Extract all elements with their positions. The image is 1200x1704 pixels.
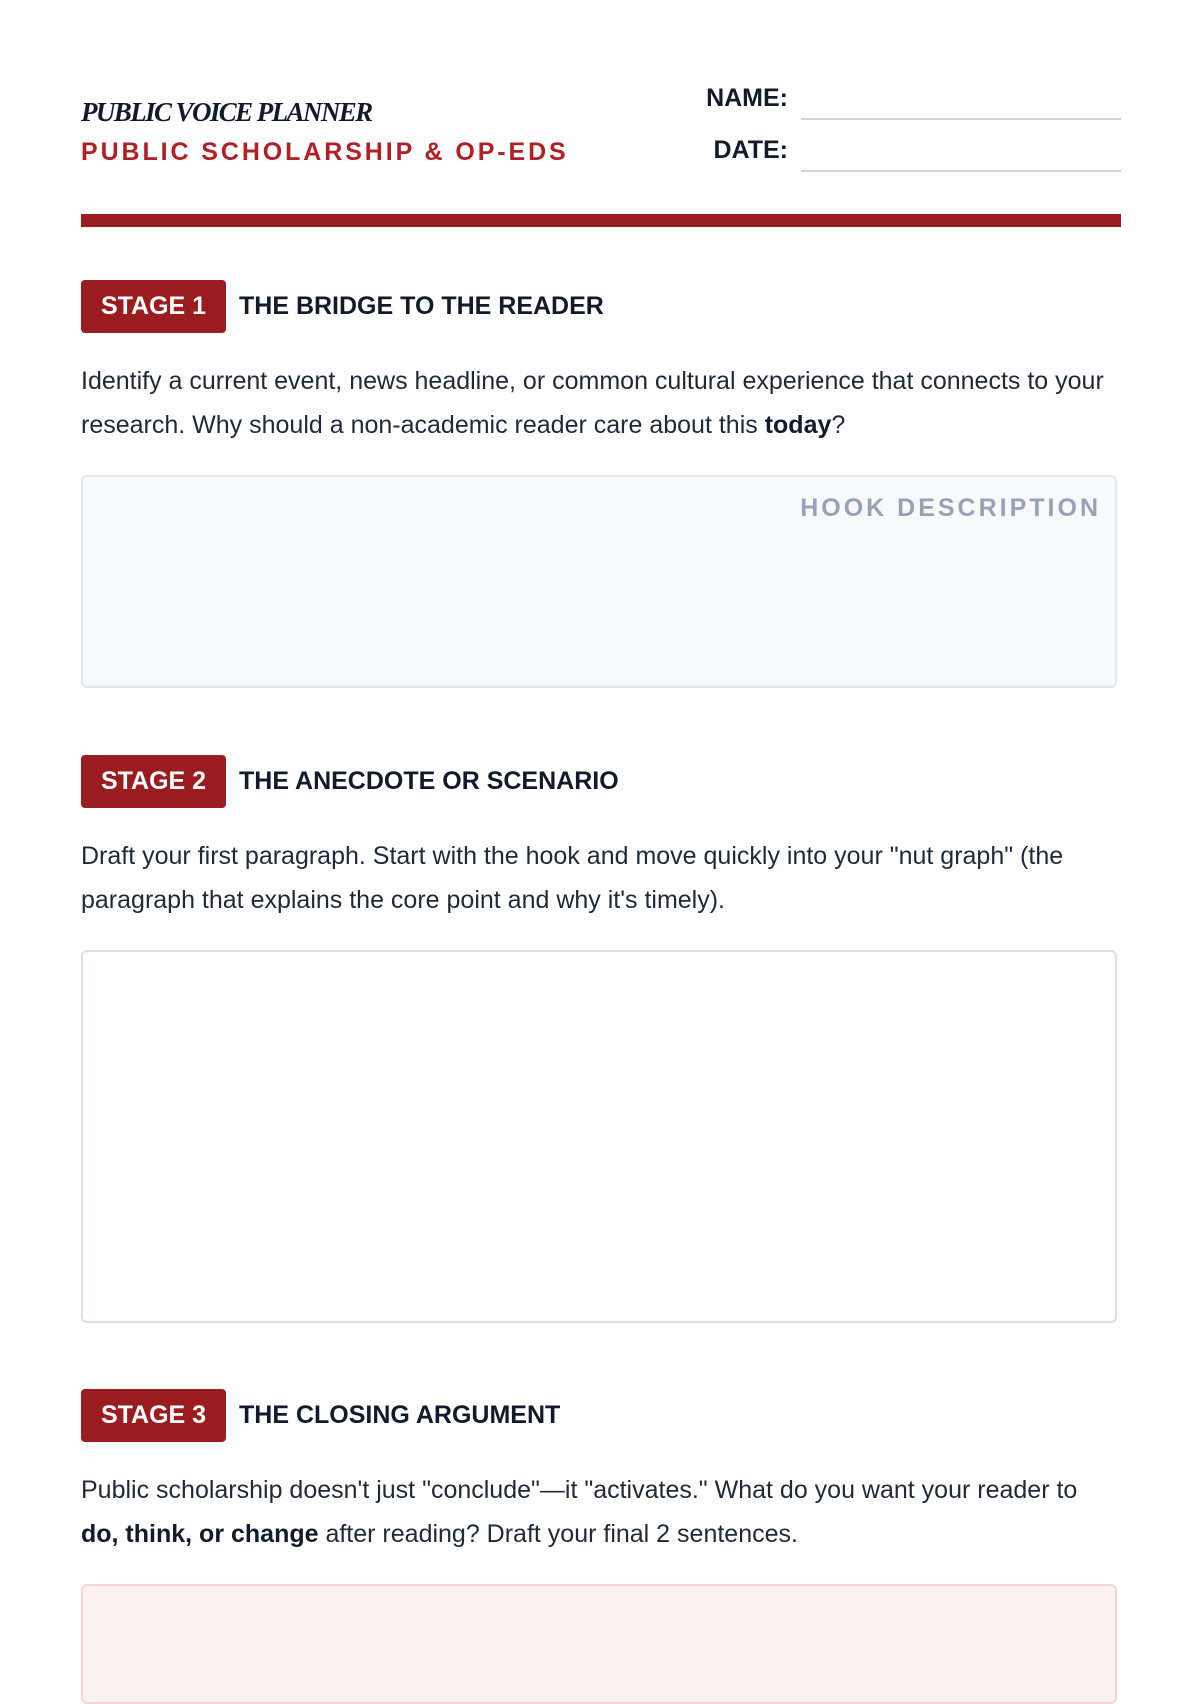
stage-3-badge: STAGE 3 [81,1389,226,1442]
stage-3-prompt-text: Public scholarship doesn't just "conclude"—it "activates." What do you want your reader to [81,1476,1078,1504]
stage-3-prompt-end: after reading? Draft your final 2 sentences. [318,1520,798,1548]
stage-1-title: THE BRIDGE TO THE READER [239,292,604,320]
name-label: NAME: [706,84,788,112]
hook-description-label: HOOK DESCRIPTION [800,494,1101,522]
stage-2-heading [81,755,1121,809]
stage-1-section [81,280,1121,522]
closing-sentences-box[interactable] [81,1584,1117,1704]
name-field [701,84,1121,120]
date-input-line[interactable] [801,170,1121,172]
stage-1-prompt [81,359,1121,447]
stage-1-prompt-end: ? [831,411,846,439]
stage-2-prompt-text: Draft your first paragraph. Start with the hook and move quickly into your "nut graph" (the paragraph that explains the core point and why it's timely). [81,842,1064,914]
stage-1-heading [81,280,1121,334]
hook-description-box[interactable] [81,475,1117,688]
stage-2-prompt [81,834,1121,922]
planner-subtitle: PUBLIC SCHOLARSHIP & OP-EDS [81,138,569,166]
first-paragraph-box[interactable] [81,950,1117,1323]
worksheet-page [81,0,1121,1548]
stage-1-badge: STAGE 1 [81,280,226,333]
stage-1-prompt-emphasis: today [764,411,832,439]
name-input-line[interactable] [801,118,1121,120]
stage-3-section [81,1389,1121,1548]
planner-title: PUBLIC VOICE PLANNER [81,97,372,127]
stage-1-prompt-text: Identify a current event, news headline, or common cultural experience that connects to your research. Why should a non-academic reader care about this [81,367,1104,439]
stage-3-heading [81,1389,1121,1443]
stage-2-badge: STAGE 2 [81,755,226,808]
stage-3-prompt-emphasis: do, think, or change [81,1520,319,1548]
stage-3-prompt [81,1468,1121,1556]
header-divider [81,214,1121,227]
date-field [701,136,1121,172]
date-label: DATE: [713,136,788,164]
stage-2-section [81,755,1121,914]
stage-3-title: THE CLOSING ARGUMENT [239,1401,561,1429]
stage-2-title: THE ANECDOTE OR SCENARIO [239,767,619,795]
worksheet-header [81,0,1121,215]
